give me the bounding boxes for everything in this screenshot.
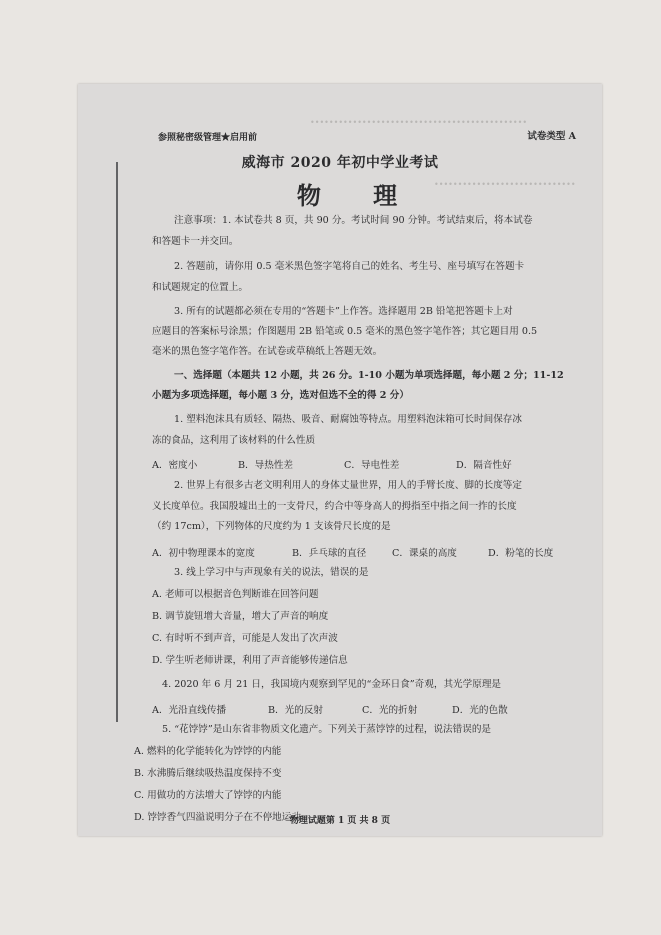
option-b: B．导热性差 (238, 460, 294, 471)
option-b: B．光的反射 (268, 705, 324, 716)
exam-type-label: 试卷类型 A (527, 131, 576, 142)
section-heading: 小题为多项选择题，每小题 3 分，选对但选不全的得 2 分） (152, 390, 409, 401)
bleed-through-text: •••••••••••••••••••••••••••••••••••••••••••••• (310, 118, 528, 127)
option-a: A. 燃料的化学能转化为饽饽的内能 (134, 746, 282, 757)
subject-title: 物 理 (296, 181, 420, 210)
question-text: （约 17cm），下列物体的尺度约为 1 支该骨尺长度的是 (152, 521, 391, 532)
option-b: B．乒乓球的直径 (292, 548, 367, 559)
notice-line: 2. 答题前，请你用 0.5 毫米黑色签字笔将自己的姓名、考生号、座号填写在答题卡 (174, 261, 525, 272)
page-footer: 物理试题第 1 页 共 8 页 (289, 816, 391, 826)
option-b: B. 水沸腾后继续吸热温度保持不变 (134, 768, 282, 779)
notice-line: 应题目的答案标号涂黑；作图题用 2B 铅笔或 0.5 毫米的黑色签字笔作答；其它题目用 0.5 (152, 326, 538, 337)
question-text: 3. 线上学习中与声现象有关的说法，错误的是 (174, 567, 369, 578)
option-a: A．密度小 (152, 460, 198, 471)
notice-line: 和试题规定的位置上。 (152, 282, 248, 293)
question-text: 1. 塑料泡沫具有质轻、隔热、吸音、耐腐蚀等特点。用塑料泡沫箱可长时间保存冰 (174, 414, 522, 425)
option-a: A. 老师可以根据音色判断谁在回答问题 (152, 589, 319, 600)
question-text: 4. 2020 年 6 月 21 日，我国境内观察到罕见的“金环日食”奇观，其光学原理是 (162, 679, 502, 690)
binding-margin-line (116, 162, 118, 722)
option-d: D. 饽饽香气四溢说明分子在不停地运动 (134, 812, 301, 823)
notice-line: 毫米的黑色签字笔作答。在试卷或草稿纸上答题无效。 (152, 346, 383, 357)
notice-line: 和答题卡一并交回。 (152, 236, 239, 247)
option-d: D．光的色散 (452, 705, 508, 716)
option-c: C．光的折射 (362, 705, 418, 716)
option-b: B. 调节旋钮增大音量，增大了声音的响度 (152, 611, 329, 622)
notice-line: 3. 所有的试题都必须在专用的“答题卡”上作答。选择题用 2B 铅笔把答题卡上对 (174, 306, 513, 317)
question-text: 义长度单位。我国殷墟出土的一支骨尺，约合中等身高人的拇指至中指之间一拃的长度 (152, 501, 517, 512)
notice-line: 注意事项：1. 本试卷共 8 页，共 90 分。考试时间 90 分钟。考试结束后，将本试卷 (174, 215, 533, 226)
option-d: D．隔音性好 (456, 460, 512, 471)
option-c: C．课桌的高度 (392, 548, 457, 559)
option-d: D. 学生听老师讲课，利用了声音能够传递信息 (152, 655, 348, 666)
option-a: A．光沿直线传播 (152, 705, 227, 716)
question-text: 2. 世界上有很多古老文明利用人的身体丈量世界，用人的手臂长度、脚的长度等定 (174, 480, 522, 491)
option-c: C. 有时听不到声音，可能是人发出了次声波 (152, 633, 338, 644)
confidential-label: 参照秘密级管理★启用前 (158, 133, 258, 143)
bleed-through-text: •••••••••••••••••••••••••••••• (434, 180, 576, 189)
option-c: C. 用做功的方法增大了饽饽的内能 (134, 790, 282, 801)
question-text: 5. “花饽饽”是山东省非物质文化遗产。下列关于蒸饽饽的过程，说法错误的是 (162, 724, 492, 735)
section-heading: 一、选择题（本题共 12 小题，共 26 分。1-10 小题为单项选择题，每小题 2 分；11-12 (174, 370, 564, 381)
option-d: D．粉笔的长度 (488, 548, 554, 559)
exam-title: 威海市 2020 年初中学业考试 (241, 155, 439, 171)
option-c: C．导电性差 (344, 460, 400, 471)
question-text: 冻的食品，这利用了该材料的什么性质 (152, 435, 316, 446)
option-a: A．初中物理课本的宽度 (152, 548, 255, 559)
exam-paper (78, 84, 602, 836)
